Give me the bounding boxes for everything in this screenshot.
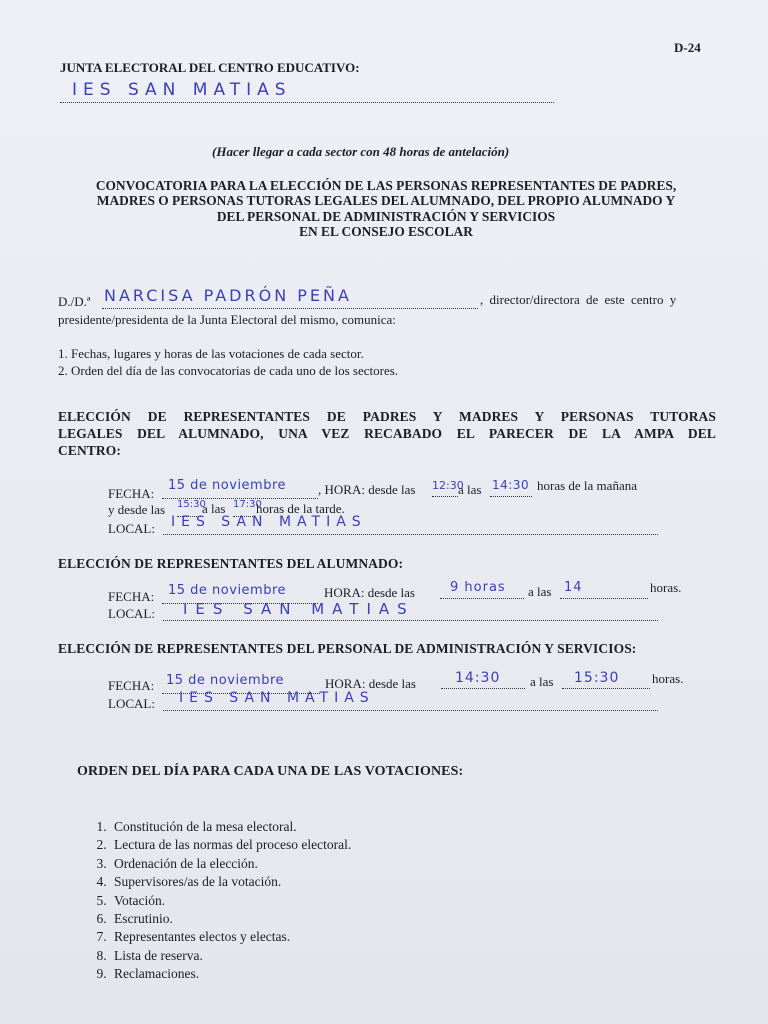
y-desde-text: y desde las	[108, 502, 166, 517]
alumnado-desde: 9 horas	[450, 580, 506, 595]
pas-desde: 14:30	[455, 670, 501, 686]
padres-local-label: LOCAL:	[108, 521, 155, 536]
padres-fecha: 15 de noviembre	[168, 478, 287, 493]
title-line: CONVOCATORIA PARA LA ELECCIÓN DE LAS PERSONAS REPRESENTANTES DE PADRES,	[95, 178, 677, 193]
list-item: 3. Ordenación de la elección.	[110, 855, 351, 873]
list-item: 6. Escrutinio.	[110, 910, 351, 928]
a-las-text: a las	[458, 482, 482, 497]
list-item: 2. Lectura de las normas del proceso electoral.	[110, 836, 351, 854]
intro-item: 1. Fechas, lugares y horas de las votaciones de cada sector.	[58, 346, 364, 361]
alumnado-hasta-field	[560, 580, 648, 599]
padres-heading-line: CENTRO:	[58, 443, 121, 458]
padres-desde1-field	[432, 478, 464, 497]
padres-fecha-label: FECHA:	[108, 486, 155, 501]
alumnado-desde-field	[440, 580, 524, 599]
list-item: 1. Constitución de la mesa electoral.	[110, 818, 351, 836]
padres-hasta2: 17:30	[233, 499, 262, 510]
title-line: EN EL CONSEJO ESCOLAR	[299, 224, 473, 240]
title-line: MADRES O PERSONAS TUTORAS LEGALES DEL ALUMNADO, DEL PROPIO ALUMNADO Y	[96, 193, 676, 209]
a-las-text: a las	[528, 584, 552, 599]
pas-horas: horas.	[652, 671, 684, 686]
junta-label: JUNTA ELECTORAL DEL CENTRO EDUCATIVO:	[60, 60, 360, 75]
alumnado-hora-label: HORA: desde las	[324, 585, 415, 600]
intro-item: 2. Orden del día de las convocatorias de cada uno de los sectores.	[58, 363, 399, 378]
pas-local-field	[163, 690, 658, 711]
orden-heading: ORDEN DEL DÍA PARA CADA UNA DE LAS VOTACIONES:	[77, 764, 464, 779]
title-line: DEL PERSONAL DE ADMINISTRACIÓN Y SERVICIOS	[216, 208, 556, 224]
padres-tarde: horas de la tarde.	[256, 501, 345, 516]
list-item: 4. Supervisores/as de la votación.	[110, 873, 351, 891]
list-item: 7. Representantes electos y electas.	[110, 928, 351, 946]
pas-fecha: 15 de noviembre	[166, 673, 285, 688]
list-item: 8. Lista de reserva.	[110, 947, 351, 965]
pas-fecha-label: FECHA:	[108, 678, 155, 693]
padres-heading-line: LEGALES DEL ALUMNADO, UNA VEZ RECABADO EL PARECER DE LA AMPA DEL	[58, 426, 716, 441]
pas-local: IES SAN MATIAS	[179, 690, 375, 706]
pas-hasta: 15:30	[574, 670, 620, 686]
director-line2: presidente/presidenta de la Junta Electoral del mismo, comunica:	[58, 312, 396, 327]
padres-desde2: 15:30	[177, 499, 206, 510]
centro-field	[60, 80, 554, 103]
pas-hasta-field	[562, 670, 650, 689]
padres-hasta1: 14:30	[492, 478, 530, 492]
pas-heading: ELECCIÓN DE REPRESENTANTES DEL PERSONAL DE ADMINISTRACIÓN Y SERVICIOS:	[58, 641, 637, 656]
alumnado-hasta: 14	[564, 580, 583, 595]
director-name: NARCISA PADRÓN PEÑA	[104, 286, 352, 305]
a-las-text: a las	[202, 501, 226, 516]
document-code: D-24	[674, 40, 701, 55]
alumnado-fecha: 15 de noviembre	[168, 583, 287, 598]
centro-name: IES SAN MATIAS	[72, 80, 292, 100]
padres-local-field	[163, 514, 658, 535]
pas-desde-field	[441, 670, 525, 689]
alumnado-horas: horas.	[650, 580, 682, 595]
alumnado-local: IES SAN MATIAS	[183, 600, 415, 618]
pas-hora-label: HORA: desde las	[325, 676, 416, 691]
convocatoria-title	[62, 178, 710, 240]
padres-fecha-field	[162, 478, 318, 499]
director-suffix: , director/directora de este centro y	[480, 292, 677, 307]
alumnado-local-label: LOCAL:	[108, 606, 155, 621]
padres-desde1: 12:30	[432, 479, 464, 492]
padres-heading	[58, 408, 716, 459]
pas-local-label: LOCAL:	[108, 696, 155, 711]
padres-heading-line: ELECCIÓN DE REPRESENTANTES DE PADRES Y MADRES Y PERSONAS TUTORAS	[58, 409, 716, 424]
padres-manana: horas de la mañana	[537, 478, 637, 493]
padres-hora-label: , HORA: desde las	[318, 482, 416, 497]
padres-hasta1-field	[490, 478, 532, 497]
padres-local: IES SAN MATIAS	[171, 514, 367, 530]
director-field	[102, 286, 478, 309]
list-item: 5. Votación.	[110, 892, 351, 910]
a-las-text: a las	[530, 674, 554, 689]
alumnado-heading: ELECCIÓN DE REPRESENTANTES DEL ALUMNADO:	[58, 556, 404, 571]
antelacion-note: (Hacer llegar a cada sector con 48 horas de antelación)	[212, 144, 510, 159]
alumnado-local-field	[163, 600, 658, 621]
list-item: 9. Reclamaciones.	[110, 965, 351, 983]
director-prefix: D./D.ª	[58, 294, 91, 309]
orden-list	[82, 818, 351, 984]
alumnado-fecha-label: FECHA:	[108, 589, 155, 604]
